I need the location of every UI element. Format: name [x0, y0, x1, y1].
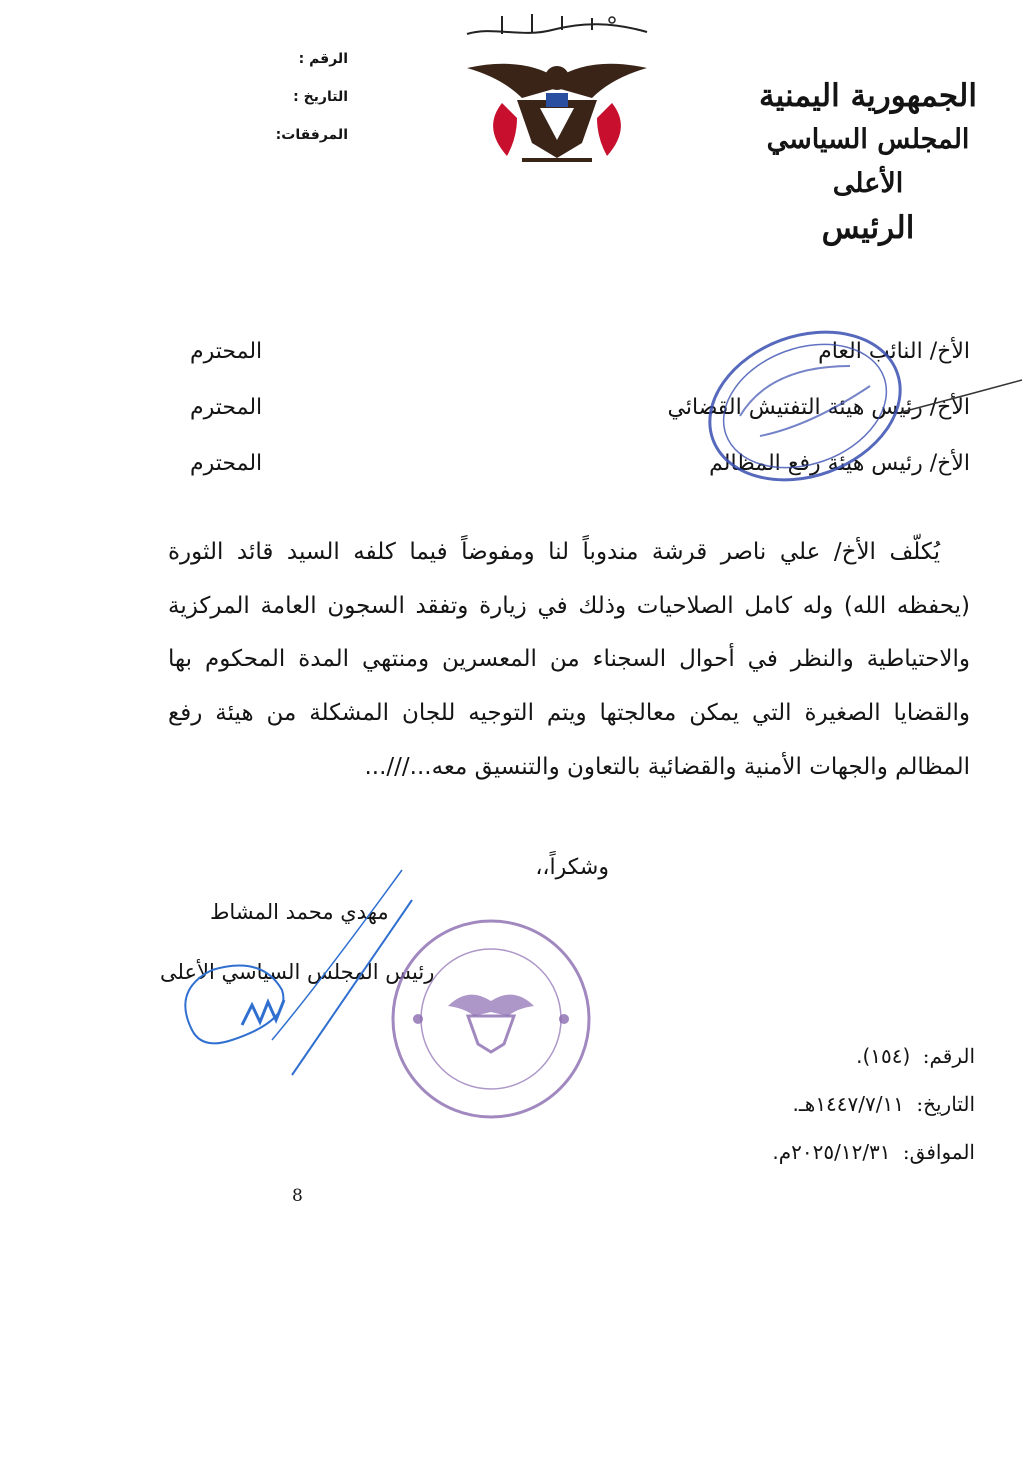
- reference-date-label: التاريخ:: [916, 1092, 975, 1116]
- header-country: الجمهورية اليمنية: [759, 78, 977, 114]
- council-round-seal: [388, 916, 594, 1122]
- page-number: 8: [292, 1186, 303, 1206]
- recipient-row: [170, 330, 970, 386]
- reference-number-label: الرقم:: [922, 1044, 975, 1068]
- signatory-name: مهدي محمد المشاط: [210, 900, 389, 924]
- closing-thanks: وشكراً،،: [535, 855, 609, 880]
- recipient-row: [170, 386, 970, 442]
- bismillah-calligraphy: [462, 8, 652, 42]
- reference-number-row: [675, 1036, 975, 1084]
- reference-equiv-value: ٢٠٢٥/١٢/٣١م.: [772, 1140, 891, 1164]
- reference-number-value: (١٥٤).: [856, 1044, 911, 1068]
- recipient-name: الأخ/ رئيس هيئة التفتيش القضائي: [667, 395, 970, 420]
- recipient-honorific: المحترم: [190, 451, 263, 476]
- field-attachments-label: المرفقات:: [275, 127, 348, 143]
- recipient-name: الأخ/ النائب العام: [818, 339, 970, 364]
- header-fields: [268, 40, 348, 154]
- letter-body: يُكلّف الأخ/ علي ناصر قرشة مندوباً لنا ومفوضاً فيما كلفه السيد قائد الثورة (يحفظه الله) وله كامل الصلاحيات وذلك في زيارة وتفقد السجون العامة المركزية والاحتياطية والنظر في أحوال السجناء من المعسرين ومنتهي المدة المحكوم بها والقضايا الصغيرة التي يمكن معالجتها ويتم التوجيه للجان المشكلة من هيئة رفع المظالم والجهات الأمنية والقضائية بالتعاون والتنسيق معه...///...: [168, 539, 970, 780]
- reference-date-row: [675, 1084, 975, 1132]
- issuer-header: [743, 74, 993, 250]
- recipients-block: [170, 330, 970, 498]
- header-council: المجلس السياسي الأعلى: [766, 124, 970, 199]
- recipient-row: [170, 442, 970, 498]
- field-number-label: الرقم :: [298, 51, 348, 67]
- yemen-eagle-emblem: [462, 48, 652, 170]
- field-date-label: التاريخ :: [293, 89, 348, 105]
- header-president: الرئيس: [821, 210, 915, 246]
- reference-date-value: ١٤٤٧/٧/١١هـ.: [792, 1092, 904, 1116]
- recipient-name: الأخ/ رئيس هيئة رفع المظالم: [709, 451, 970, 476]
- recipient-honorific: المحترم: [190, 339, 263, 364]
- reference-equiv-label: الموافق:: [902, 1140, 975, 1164]
- reference-equiv-row: [675, 1132, 975, 1180]
- recipient-honorific: المحترم: [190, 395, 263, 420]
- signatory-title: رئيس المجلس السياسي الأعلى: [160, 960, 435, 984]
- reference-block: [675, 1036, 975, 1180]
